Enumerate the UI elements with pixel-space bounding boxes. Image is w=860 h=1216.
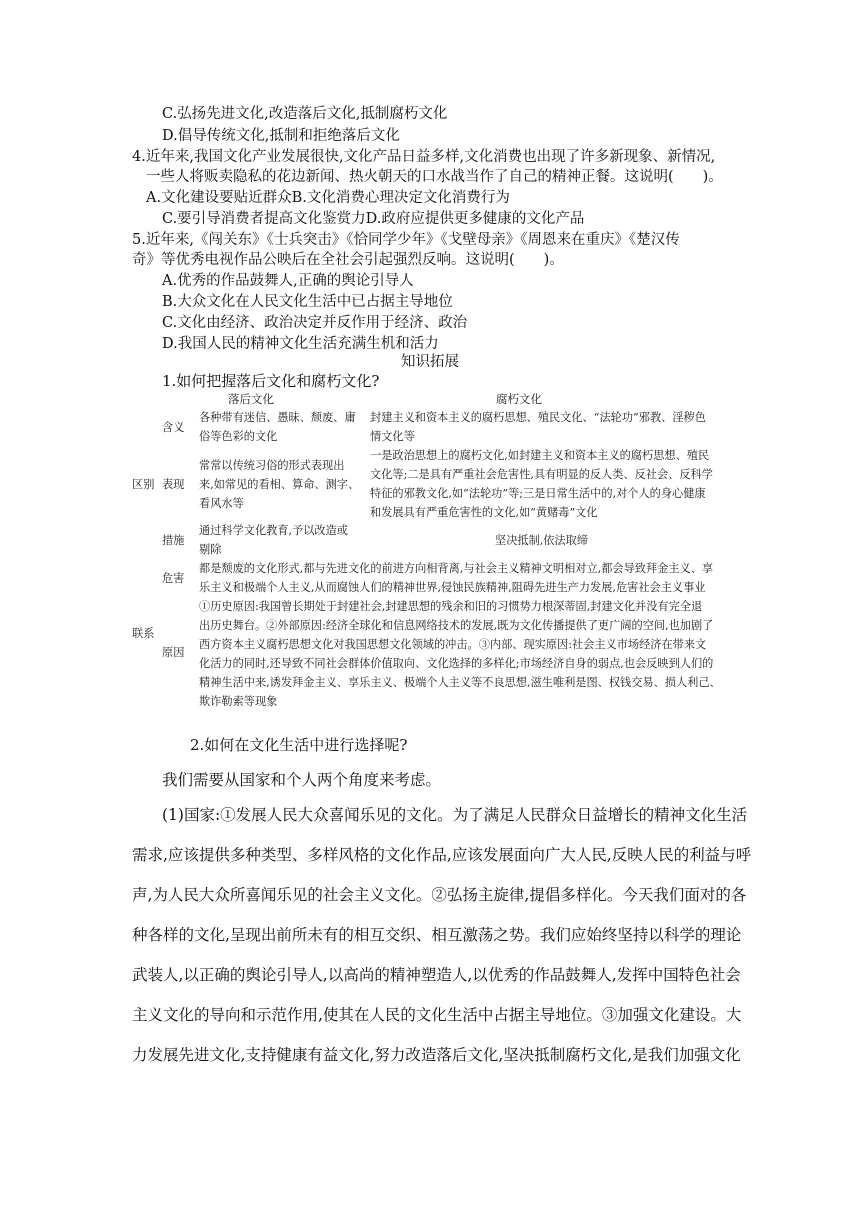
- q5-stem-line2: 奇》等优秀电视作品公映后在全社会引起强烈反响。这说明( )。: [132, 252, 564, 268]
- body-intro: 我们需要从国家和个人两个角度来考虑。: [162, 771, 442, 789]
- body-line-4: 种各样的文化,呈现出前所未有的相互交织、相互激荡之势。我们应始终坚持以科学的理论: [132, 926, 742, 944]
- q4-options-ab: A.文化建设要贴近群众B.文化消费心理决定文化消费行为: [146, 190, 510, 206]
- q3-option-d: D.倡导传统文化,抵制和拒绝落后文化: [162, 128, 400, 144]
- row-label-lianxi: 联系: [132, 627, 155, 640]
- q5-option-b: B.大众文化在人民文化生活中已占据主导地位: [162, 294, 453, 310]
- subheading-2: 2.如何在文化生活中进行选择呢?: [190, 736, 408, 754]
- row-label-cuoshi: 措施: [162, 534, 185, 547]
- body-line-1: (1)国家:①发展人民大众喜闻乐见的文化。为了满足人民群众日益增长的精神文化生活: [162, 806, 748, 824]
- biaoxian-fuxiu-4: 和发展具有严重危害性的文化,如“黄赌毒”文化: [370, 506, 598, 519]
- q4-stem-line2: 一些人将贩卖隐私的花边新闻、热火朝天的口水战当作了自己的精神正餐。这说明( )。: [146, 169, 723, 185]
- row-label-yuanyin: 原因: [162, 646, 185, 659]
- subheading-1: 1.如何把握落后文化和腐朽文化?: [162, 372, 380, 390]
- q5-stem-line1: 5.近年来,《闯关东》《士兵突击》《恰同学少年》《戈壁母亲》《周恩来在重庆》《楚汉传: [132, 232, 680, 248]
- biaoxian-luohou-2: 来,如常见的看相、算命、测字、: [199, 478, 360, 491]
- hanyi-fuxiu-1: 封建主义和资本主义的腐朽思想、殖民文化、“法轮功”邪教、淫秽色: [370, 411, 706, 424]
- q5-option-a: A.优秀的作品鼓舞人,正确的舆论引导人: [162, 273, 414, 289]
- yuanyin-3: 西方资本主义腐朽思想文化对我国思想文化领域的冲击。③内部、现实原因:社会主义市场经济在带来文: [199, 638, 707, 651]
- biaoxian-luohou-3: 看风水等: [199, 497, 244, 510]
- row-label-weihai: 危害: [162, 572, 185, 585]
- yuanyin-1: ①历史原因:我国曾长期处于封建社会,封建思想的残余和旧的习惯势力根深蒂固,封建文化并没有完全退: [199, 600, 703, 613]
- q5-option-c: C.文化由经济、政治决定并反作用于经济、政治: [162, 315, 468, 331]
- section-title: 知识拓展: [401, 354, 459, 370]
- weihai-1: 都是颓废的文化形式,都与先进文化的前进方向相背离,与社会主义精神文明相对立,都会导致拜金主义、享: [199, 562, 714, 575]
- cuoshi-luohou-2: 剔除: [199, 543, 222, 556]
- body-line-2: 需求,应该提供多种类型、多样风格的文化作品,应该发展面向广大人民,反映人民的利益与呼: [132, 846, 752, 864]
- hanyi-luohou-1: 各种带有迷信、愚昧、颓废、庸: [199, 411, 356, 424]
- table-header-fuxiu: 腐朽文化: [496, 392, 542, 406]
- row-label-qubie: 区别: [132, 478, 155, 491]
- row-label-biaoxian: 表现: [162, 478, 185, 491]
- hanyi-luohou-2: 俗等色彩的文化: [199, 430, 278, 443]
- q5-option-d: D.我国人民的精神文化生活充满生机和活力: [162, 336, 439, 352]
- body-line-7: 力发展先进文化,支持健康有益文化,努力改造落后文化,坚决抵制腐朽文化,是我们加强文化: [132, 1046, 741, 1064]
- table-header-luohou: 落后文化: [228, 392, 274, 406]
- body-line-3: 声,为人民大众所喜闻乐见的社会主义文化。②弘扬主旋律,提倡多样化。今天我们面对的各: [132, 886, 747, 904]
- hanyi-fuxiu-2: 情文化等: [370, 430, 415, 443]
- yuanyin-5: 精神生活中来,诱发拜金主义、享乐主义、极端个人主义等不良思想,滋生唯利是图、权钱交易、损人利己、: [199, 676, 721, 689]
- biaoxian-luohou-1: 常常以传统习俗的形式表现出: [199, 459, 345, 472]
- biaoxian-fuxiu-2: 文化等;二是具有严重社会危害性,具有明显的反人类、反社会、反科学: [370, 468, 713, 481]
- biaoxian-fuxiu-3: 特征的邪教文化,如“法轮功”等;三是日常生活中的,对个人的身心健康: [370, 487, 706, 500]
- row-label-hanyi: 含义: [162, 421, 185, 434]
- weihai-2: 乐主义和极端个人主义,从而腐蚀人们的精神世界,侵蚀民族精神,阻碍先进生产力发展,危害社会主义事业: [199, 581, 706, 594]
- cuoshi-fuxiu: 坚决抵制,依法取缔: [495, 534, 589, 547]
- yuanyin-4: 化活力的同时,还导致不同社会群体价值取向、文化选择的多样化;市场经济自身的弱点,也会反映到人们的: [199, 657, 714, 670]
- q3-option-c: C.弘扬先进文化,改造落后文化,抵制腐朽文化: [162, 106, 448, 122]
- cuoshi-luohou-1: 通过科学文化教育,予以改造或: [199, 524, 348, 537]
- yuanyin-2: 出历史舞台。②外部原因:经济全球化和信息网络技术的发展,既为文化传播提供了更广阔的空间,也加剧了: [199, 619, 714, 632]
- body-line-5: 武装人,以正确的舆论引导人,以高尚的精神塑造人,以优秀的作品鼓舞人,发挥中国特色社会: [132, 966, 741, 984]
- yuanyin-6: 欺诈勒索等现象: [199, 695, 278, 708]
- q4-options-cd: C.要引导消费者提高文化鉴赏力D.政府应提供更多健康的文化产品: [162, 211, 585, 227]
- biaoxian-fuxiu-1: 一是政治思想上的腐朽文化,如封建主义和资本主义的腐朽思想、殖民: [370, 449, 710, 462]
- body-line-6: 主义文化的导向和示范作用,使其在人民的文化生活中占据主导地位。③加强文化建设。大: [132, 1006, 742, 1024]
- q4-stem-line1: 4.近年来,我国文化产业发展很快,文化产品日益多样,文化消费也出现了许多新现象、新情况,: [132, 149, 716, 165]
